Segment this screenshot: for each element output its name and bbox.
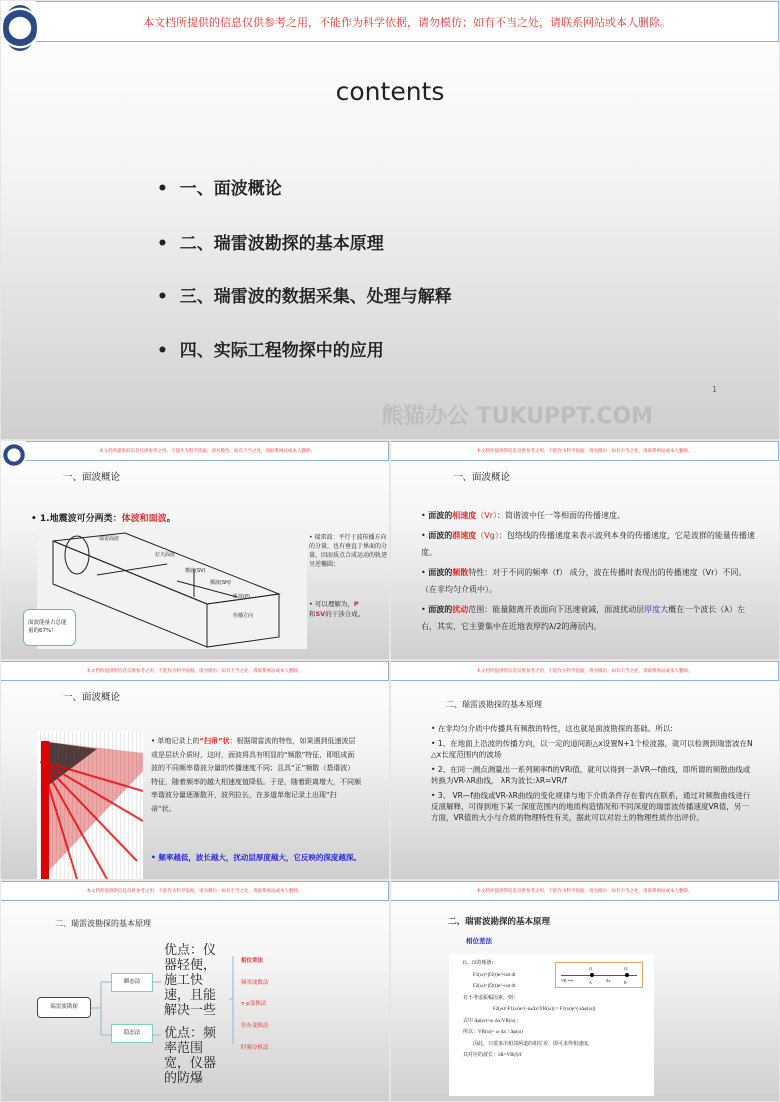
- bullet: • 面波的频散特性：对于不同的频率（f） 成分，波在传播时表现出的传播速度（Vr）不同。（在非均匀介质中）。: [421, 568, 747, 594]
- slide-heading: 一、面波概论: [63, 472, 121, 483]
- method-item: 拉东变换法: [241, 1023, 269, 1030]
- slide-4: [0, 660, 390, 880]
- disclaimer-banner: 本文档所提供的信息仅供参考之用，不能作为科学依据，请勿模仿；如有不当之处，请联系网站或本人删除。: [1, 881, 389, 901]
- method-item: 相位差法: [241, 958, 264, 964]
- slide-7: [390, 880, 780, 1102]
- wave-block-drawing: [37, 529, 307, 649]
- label: 传播方向: [233, 613, 254, 619]
- bullet-list: [421, 507, 756, 635]
- contents-item: • 一、面波概论: [157, 179, 282, 199]
- formula-line: 其对应的波长：λR=VR(f)/f: [463, 1053, 522, 1058]
- highlight-text: • 频率越低，波长越大，扰动层厚度越大，它反映的深度越深。: [151, 853, 361, 862]
- formula-line: 因此，只要求出相邻两道的相位差，即可求得相速度，: [473, 1041, 594, 1047]
- label: 瑞雷面波: [99, 536, 120, 542]
- disclaimer-banner: [36, 1, 779, 42]
- advantage-text: 优点：频率范围宽，仪器的防爆: [164, 1026, 217, 1086]
- method-list: [241, 951, 269, 1060]
- disclaimer-banner: 本文档所提供的信息仅供参考之用，不能作为科学依据，请勿模仿；如有不当之处，请联系网站或本人删除。: [391, 441, 779, 461]
- bullet-list: [431, 723, 756, 823]
- contents-title: contents: [335, 77, 445, 106]
- formula-line: F2(ω)=F1(ω)e^(-iωΔx/VR(ω)) = F1(ω)e^(-iΔφ(ω)): [493, 1007, 596, 1012]
- slide-heading: 一、面波概论: [63, 692, 121, 703]
- seismic-traces: [37, 731, 143, 879]
- method-item: 频率波数法: [241, 979, 269, 986]
- watermark: 熊猫办公 TUKUPPT.COM: [381, 404, 654, 429]
- method-item: 时频分析法: [241, 1044, 269, 1051]
- advantage-text: 优点：仪器轻便，施工快速，且能解决一些: [164, 943, 217, 1018]
- seismic-record-image: [37, 731, 143, 879]
- contents-item: • 三、瑞雷波的数据采集、处理与解释: [157, 287, 452, 307]
- bullet-text: • 1.地震波可分两类：体波和面波。: [31, 514, 176, 524]
- slide-2: [0, 440, 390, 660]
- label: 横波(SV): [185, 568, 206, 574]
- bullet: • 在非均匀介质中传播具有频散的特性，这也就是面波勘探的基础。所以:: [431, 724, 673, 733]
- formula-line: F2(ω)=∫f2(t)e^-iωt dt: [473, 984, 516, 989]
- university-logo: [3, 5, 37, 51]
- disclaimer-banner: 本文档所提供的信息仅供参考之用，不能作为科学依据，请勿模仿；如有不当之处，请联系网站或本人删除。: [391, 661, 779, 681]
- bullet: • 2、在同一测点测量出一系列频率fi的VRi值，就可以得到一条VR—f曲线，即所谓的频散曲线或转换为VR-λR曲线， λR为波长:λR=VR/f: [431, 765, 751, 785]
- bullet: • 面波的相速度（Vr）：简谐波中任一等相面的传播速度。: [421, 511, 626, 520]
- bullet: • 1、在地面上沿波的传播方向，以一定的道间距△x设置N+1个检波器，就可以检测到瑞雷波在N △x长度范围内的波场: [431, 739, 753, 759]
- method-node-transient: 瞬态法: [111, 973, 153, 992]
- formula-line: f1、f2的频谱：: [463, 961, 497, 966]
- slide-3: [390, 440, 780, 660]
- subheading: 相位差法: [466, 937, 492, 945]
- side-note: • 可以理解为，P 和SV的干涉合成。: [309, 600, 365, 618]
- slide-1: [0, 0, 780, 440]
- slide-5: [390, 660, 780, 880]
- body-text: • 单炮记录上的“扫帚”状：根据瑞雷波的特性，如果遇到低速波层或是层状介质时，这时，面波将具有明显的“频散”特征，即组成面波的不同频率谐波分量的传播速度不同；且具“正”频散（基谐波）特征，随着频率的越大相速度值降低。于是，随着距离增大，不同频率谐波分量逐渐散开，波列拉长，在多道单炮记录上出现“扫帚”状。: [151, 737, 361, 813]
- callout-bubble: 面波能量占总能量的67%！: [23, 609, 76, 646]
- label: 纵波(P): [233, 594, 250, 600]
- label: 拉夫面波: [155, 552, 176, 558]
- disclaimer-banner: 本文档所提供的信息仅供参考之用，不能作为科学依据，请勿模仿；如有不当之处，请联系网站或本人删除。: [1, 661, 389, 681]
- label: 横波(SH): [210, 580, 231, 586]
- formula-panel: [449, 954, 654, 1096]
- formula-line: F1(ω)=∫f1(t)e^-iωt dt: [473, 972, 516, 978]
- bullet: • 3、 VR—f曲线或VR-λR曲线的变化规律与地下介质条件存在着内在联系，通过对频散曲线进行反演解释，可得到地下某一深度范围内的地质构造情况和不同深度的瑞雷波传播速度VR值，另一方面，VR值的大小与介质的物理特性有关，据此可以对岩土的物理性质作出评价。: [431, 791, 751, 822]
- root-node: 瑞雷波勘探: [37, 997, 91, 1018]
- contents-item: • 二、瑞雷波勘探的基本原理: [157, 234, 384, 254]
- formula-line: 所以：VR(ω)= ω·Δx / Δφ(ω): [463, 1030, 523, 1035]
- bullet: • 面波的扰动范围：能量随离开表面向下迅速衰减，面波扰动层厚度大概在一个波长（λ）左右，其实，它主要集中在近地表厚约λ/2的薄层内。: [421, 605, 745, 631]
- slide-heading: 二、瑞雷波勘探的基本原理: [55, 919, 151, 928]
- slide-heading: 二、瑞雷波勘探的基本原理: [446, 700, 542, 709]
- method-item: τ-p变换法: [241, 1001, 267, 1008]
- university-logo: [2, 443, 26, 467]
- wave-diagram: [37, 529, 307, 649]
- disclaimer-banner: 本文档所提供的信息仅供参考之用，不能作为科学依据，请勿模仿；如有不当之处，请联系网站或本人删除。: [26, 441, 389, 461]
- formula-line: 式中 Δφ(ω)=ω·Δx/VR(ω) ；: [463, 1018, 522, 1024]
- slide-heading: 一、面波概论: [453, 472, 511, 483]
- slide-6: [0, 880, 390, 1102]
- method-node-steady: 稳态法: [111, 1024, 153, 1043]
- disclaimer-banner: 本文档所提供的信息仅供参考之用，不能作为科学依据，请勿模仿；如有不当之处，请联系网站或本人删除。: [391, 881, 779, 901]
- receiver-figure: f1 f2 VR ⟶ A Δx B: [555, 962, 643, 988]
- contents-item: • 四、实际工程物探中的应用: [157, 341, 384, 361]
- side-note: • 瑞雷波：平行于波传播方向的分量，也有垂直于界面的分量，因而质点合成运动的轨迹呈逆椭圆；: [309, 534, 388, 568]
- page-number: 1: [712, 385, 718, 394]
- formula-line: 若不考虑振幅因素，则：: [463, 995, 519, 1001]
- disclaimer-text: 本文档所提供的信息仅供参考之用，不能作为科学依据，请勿模仿；如有不当之处，请联系网站或本人删除。: [143, 15, 671, 29]
- slide-heading: 二、瑞雷波勘探的基本原理: [448, 917, 551, 927]
- bullet: • 面波的群速度（Vg）：包络线的传播速度来表示波列本身的传播速度，它是波群的能量传播速度。: [421, 531, 755, 557]
